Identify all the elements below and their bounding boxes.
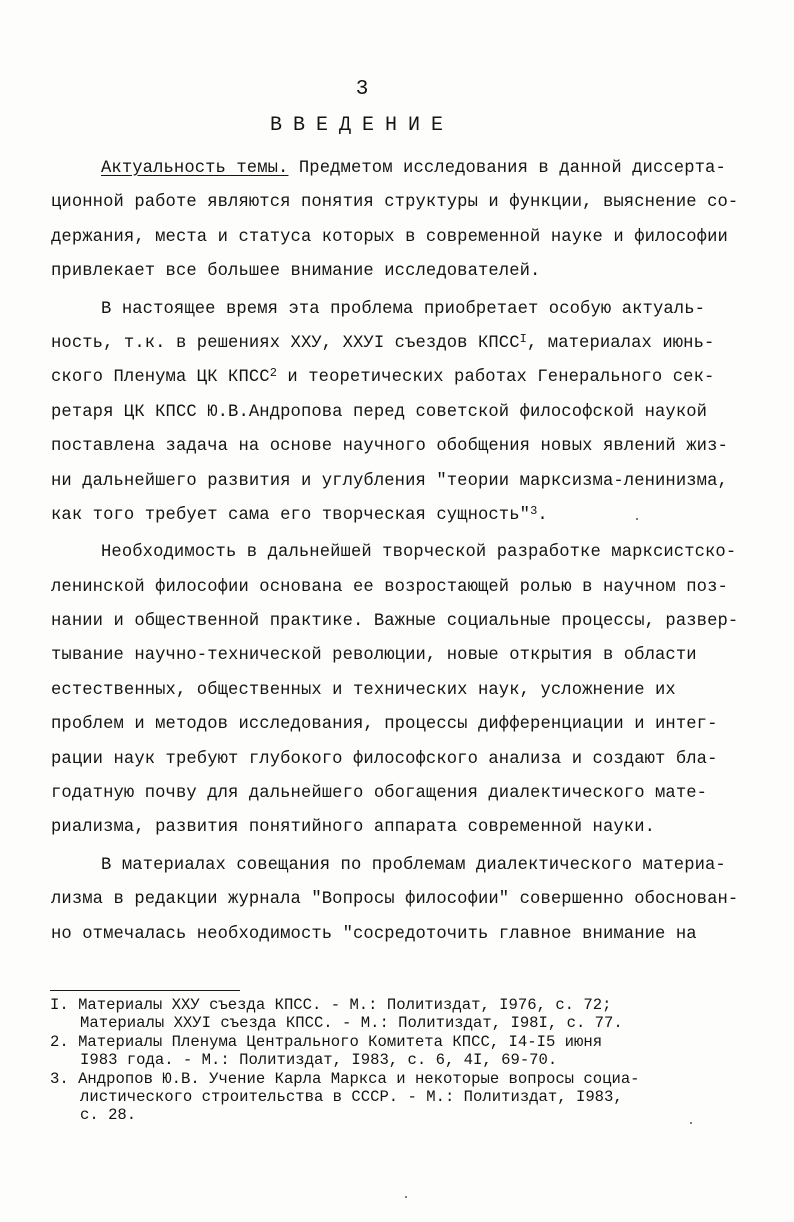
footnote-line: 2. Материалы Пленума Центрального Комитета КПСС, I4-I5 июня: [50, 1032, 603, 1051]
footnote-line: I983 года. - М.: Политиздат, I983, с. 6, 4I, 69-70.: [80, 1051, 558, 1070]
scan-speck: [405, 1196, 407, 1198]
text-line: В настоящее время эта проблема приобретает особую актуаль-: [101, 299, 706, 319]
text-line: проблем и методов исследования, процессы дифференциации и интег-: [51, 715, 718, 735]
text-line: как того требует сама его творческая сущность"$^3$.: [51, 503, 548, 525]
page-number: 3: [355, 78, 369, 101]
text-line: поставлена задача на основе научного обобщения новых явлений жиз-: [51, 437, 728, 457]
topic-label: Актуальность темы.: [101, 159, 289, 178]
text-line: ленинской философии основана ее возростающей ролью в научном поз-: [51, 577, 728, 597]
footnote-line: I. Материалы XXУ съезда КПСС. - М.: Политиздат, I976, с. 72;: [50, 996, 612, 1014]
footnote-divider: [50, 990, 240, 991]
text-line: ность, т.к. в решениях XXУ, XXУI съездов $КПСС^I$, материалах июнь-: [51, 331, 715, 353]
text-line: Необходимость в дальнейшей творческой разработке марксистско-: [101, 543, 737, 563]
body-text: [51, 152, 751, 952]
text-line: ни дальнейшего развития и углубления "теории марксизма-ленинизма,: [51, 471, 728, 491]
text-line: лизма в редакции журнала "Вопросы философии" совершенно обоснован-: [51, 890, 739, 910]
footnote-line: 3. Андропов Ю.В. Учение Карла Маркса и некоторые вопросы социа-: [50, 1069, 640, 1088]
text-line: рации наук требуют глубокого философского анализа и создают бла-: [51, 749, 718, 769]
footnotes: [50, 996, 750, 1125]
text-line: годатную почву для дальнейшего обогащения диалектического мате-: [51, 784, 708, 804]
text-line: В материалах совещания по проблемам диалектического материа-: [101, 855, 726, 875]
scan-speck: [690, 1122, 692, 1124]
footnote-line: листического строительства в СССР. - М.: Политиздат, I983,: [80, 1087, 623, 1106]
footnote-line: Материалы XXУI съезда КПСС. - М.: Политиздат, I98I, с. 77.: [80, 1014, 623, 1033]
footnote-ref: I: [519, 331, 527, 346]
text-line: нании и общественной практике. Важные социальные процессы, развер-: [51, 612, 739, 632]
text-line: естественных, общественных и технических наук, усложнение их: [51, 680, 676, 700]
text-line: ретаря ЦК КПСС Ю.В.Андропова перед советской философской наукой: [51, 402, 708, 422]
text-line: ционной работе являются понятия структуры и функции, выяснение со-: [51, 193, 739, 213]
text-line: ского Пленума ЦК КПСС$^2$ и теоретических работах Генерального сек-: [51, 366, 715, 388]
scan-speck: [636, 518, 638, 520]
text-line: риализма, развития понятийного аппарата современной науки.: [51, 818, 656, 838]
footnote-line: с. 28.: [80, 1106, 137, 1125]
footnote-ref: 2: [269, 366, 278, 381]
section-heading: ВВЕДЕНИЕ: [269, 114, 454, 137]
text-line: привлекает все большее внимание исследователей.: [51, 262, 541, 282]
text-line: Актуальность темы. Предметом исследования в данной диссерта-: [101, 159, 726, 178]
text-line: тывание научно-технической революции, новые открытия в области: [51, 646, 697, 666]
text-line: держания, места и статуса которых в современной науке и философии: [51, 227, 728, 247]
text-line: но отмечалась необходимость "сосредоточить главное внимание на: [51, 924, 697, 944]
footnote-ref: 3: [530, 503, 538, 518]
